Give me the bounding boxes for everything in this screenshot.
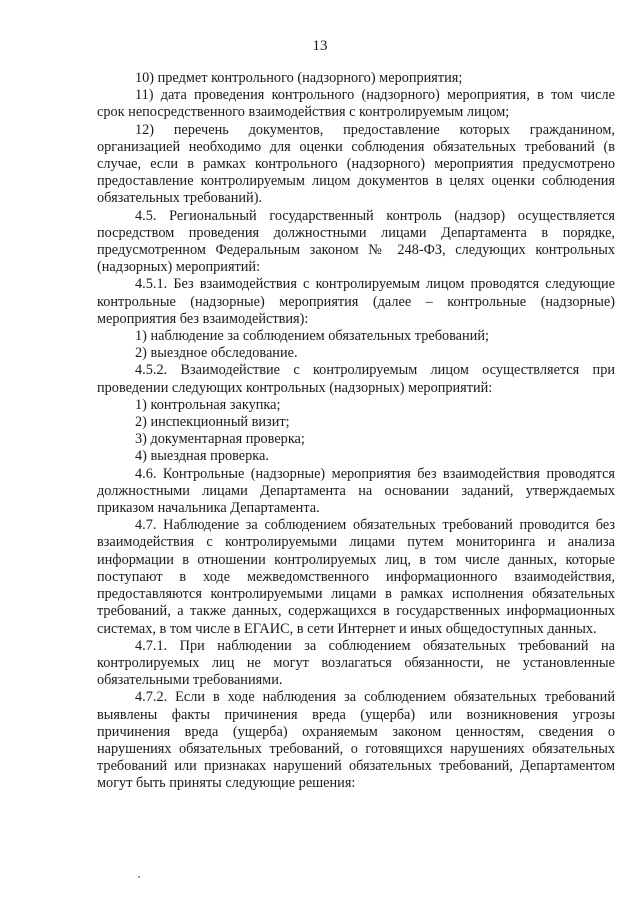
scan-artifact (138, 876, 140, 878)
paragraph: 4.5.1. Без взаимодействия с контролируемым лицом проводятся следующие контрольные (надзорные) мероприятия (далее – контрольные (надзорные) мероприятия без взаимодействия): (97, 276, 615, 327)
page-number: 13 (312, 38, 328, 54)
paragraph: 1) контрольная закупка; (135, 396, 281, 413)
paragraph: 4.6. Контрольные (надзорные) мероприятия без взаимодействия проводятся должностными лицами Департамента на основании заданий, утверждаемых приказом начальника Департамента. (97, 465, 615, 517)
paragraph: 4.7.1. При наблюдении за соблюдением обязательных требований на контролируемых лиц не могут возлагаться обязанности, не установленные обязательными требованиями. (97, 637, 615, 689)
paragraph: 2) инспекционный визит; (135, 414, 290, 431)
paragraph: 12) перечень документов, предоставление которых гражданином, организацией необходимо для оценки соблюдения обязательных требований (в случае, если в рамках контрольного (надзорного) мероприятия предусмотрено предоставление контролируемым лицом документов в целях оценки соблюдения обязательных требований). (97, 121, 615, 207)
paragraph: 4.5.2. Взаимодействие с контролируемым лицом осуществляется при проведении следующих контрольных (надзорных) мероприятий: (97, 362, 615, 396)
paragraph: 4.5. Региональный государственный контроль (надзор) осуществляется посредством проведения должностными лицами Департамента в порядке, предусмотренном Федеральным законом № 248-ФЗ, следующих контрольных (надзорных) мероприятий: (97, 207, 615, 276)
paragraph: 4.7.2. Если в ходе наблюдения за соблюдением обязательных требований выявлены факты причинения вреда (ущерба) или возникновения угрозы причинения вреда (ущерба) охраняемым законом ценностям, сведения о нарушениях обязательных требований, о готовящихся нарушениях обязательных требований или признаках нарушений обязательных требований, Департаментом могут быть приняты следующие решения: (97, 689, 615, 792)
paragraph: 3) документарная проверка; (135, 431, 305, 448)
paragraph: 4.7. Наблюдение за соблюдением обязательных требований проводится без взаимодействия с контролируемыми лицами путем мониторинга и анализа информации в отношении контролируемых лиц, в том числе данных, которые поступают в ходе межведомственного информационного взаимодействия, предоставляются контролируемыми лицами в рамках исполнения обязательных требований, а также данных, содержащихся в государственных информационных системах, в том числе в ЕГАИС, в сети Интернет и иных общедоступных данных. (97, 517, 615, 637)
paragraph: 4) выездная проверка. (135, 448, 269, 465)
paragraph: 2) выездное обследование. (135, 345, 298, 362)
paragraph: 11) дата проведения контрольного (надзорного) мероприятия, в том числе срок непосредственного взаимодействия с контролируемым лицом; (97, 87, 615, 121)
paragraph: 1) наблюдение за соблюдением обязательных требований; (135, 328, 489, 345)
document-body (97, 70, 615, 793)
paragraph: 10) предмет контрольного (надзорного) мероприятия; (135, 70, 463, 86)
